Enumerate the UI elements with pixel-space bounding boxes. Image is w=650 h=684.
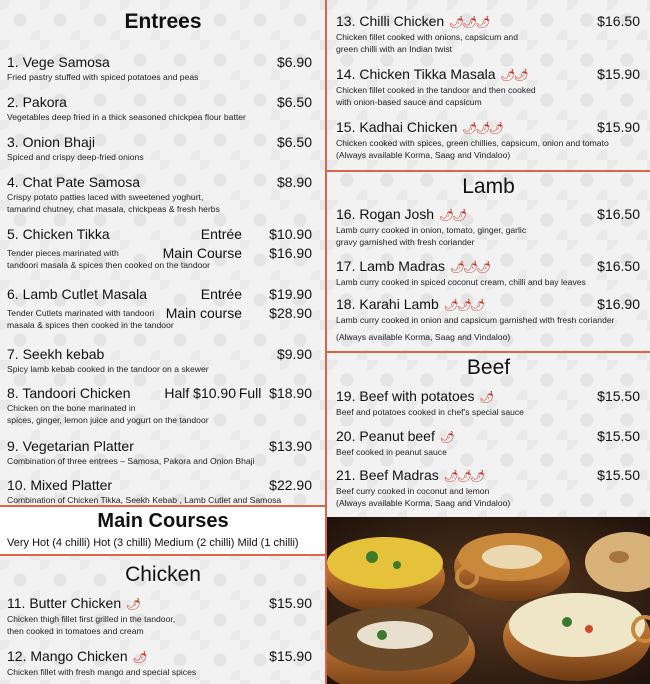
chilli-icon: 🌶🌶🌶 bbox=[449, 260, 490, 274]
item-desc: spices, ginger, lemon juice and yogurt on the tandoor bbox=[7, 415, 209, 425]
item-desc: Chicken fillet with fresh mango and special spices bbox=[7, 667, 197, 677]
menu-item bbox=[7, 134, 312, 163]
heat-legend: Very Hot (4 chilli) Hot (3 chilli) Medium (2 chilli) Mild (1 chilli) bbox=[7, 537, 299, 549]
item-desc: Chicken cooked with spices, green chillies, capsicum, onion and tomato bbox=[336, 138, 609, 148]
main-course-price: $16.90 bbox=[269, 245, 312, 261]
item-desc: Beef and potatoes cooked in chef's special sauce bbox=[336, 407, 524, 417]
item-title: 5. Chicken Tikka bbox=[7, 226, 110, 242]
item-title-row bbox=[336, 206, 640, 224]
item-desc: (Always available Korma, Saag and Vindaloo) bbox=[336, 332, 511, 342]
item-desc: Chicken fillet cooked with onions, capsicum and bbox=[336, 32, 518, 42]
item-title-row bbox=[336, 388, 640, 406]
menu-item bbox=[336, 13, 640, 55]
item-price: $15.50 bbox=[597, 467, 640, 483]
half-price: Half $10.90 bbox=[164, 385, 236, 401]
item-price: $15.90 bbox=[597, 119, 640, 135]
item-desc: (Always available Korma, Saag and Vindaloo) bbox=[336, 498, 511, 508]
item-title-row bbox=[336, 66, 640, 84]
chilli-icon: 🌶🌶 bbox=[439, 208, 466, 222]
item-title-row bbox=[7, 595, 312, 613]
item-title: 9. Vegetarian Platter bbox=[7, 438, 134, 454]
item-desc: Spicy lamb kebab cooked in the tandoor on a skewer bbox=[7, 364, 209, 374]
item-title-row bbox=[7, 648, 312, 666]
item-desc: Fried pastry stuffed with spiced potatoes and peas bbox=[7, 72, 199, 82]
menu-item bbox=[7, 346, 312, 375]
item-desc: Chicken fillet cooked in the tandoor and then cooked bbox=[336, 85, 536, 95]
item-price: $22.90 bbox=[269, 477, 312, 493]
menu-item bbox=[336, 258, 640, 288]
item-title-row bbox=[336, 428, 640, 446]
chilli-icon: 🌶🌶 bbox=[500, 68, 527, 82]
item-title-row bbox=[336, 258, 640, 276]
item-price: $9.90 bbox=[276, 346, 312, 362]
item-title-row bbox=[336, 296, 640, 314]
item-price: $6.90 bbox=[276, 54, 312, 70]
menu-item bbox=[7, 385, 312, 426]
lamb-heading: Lamb bbox=[462, 175, 515, 198]
item-title: 19. Beef with potatoes bbox=[336, 388, 475, 404]
main-course-label: Main Course bbox=[162, 245, 242, 261]
chilli-icon: 🌶 bbox=[439, 430, 454, 444]
item-title-row bbox=[336, 13, 640, 31]
menu-item bbox=[7, 286, 312, 336]
item-desc: Chicken thigh fillet first grilled in the tandoor, bbox=[7, 614, 176, 624]
food-photo bbox=[327, 517, 650, 684]
item-desc: Chicken on the bone marinated in bbox=[7, 403, 136, 413]
menu-item bbox=[336, 428, 640, 458]
section-divider bbox=[327, 351, 650, 353]
item-title: 13. Chilli Chicken bbox=[336, 13, 445, 29]
item-price: $6.50 bbox=[276, 134, 312, 150]
section-divider bbox=[0, 554, 326, 556]
item-price: $15.90 bbox=[269, 595, 312, 611]
menu-item bbox=[7, 174, 312, 215]
item-title: 14. Chicken Tikka Masala bbox=[336, 66, 496, 82]
chilli-icon: 🌶🌶🌶 bbox=[443, 298, 484, 312]
item-title: 12. Mango Chicken bbox=[7, 648, 128, 664]
item-desc: Lamb curry cooked in onion, tomato, ginger, garlic bbox=[336, 225, 527, 235]
menu-item bbox=[336, 296, 640, 343]
full-price: Full $18.90 bbox=[238, 385, 312, 401]
item-desc: Crispy potato patties laced with sweetened yoghurt, bbox=[7, 192, 204, 202]
item-price: $16.50 bbox=[597, 206, 640, 222]
item-title: 3. Onion Bhaji bbox=[7, 134, 95, 150]
item-desc: gravy garnished with fresh coriander bbox=[336, 237, 475, 247]
menu-item bbox=[336, 206, 640, 248]
item-price: $8.90 bbox=[276, 174, 312, 190]
item-desc: Spiced and crispy deep-fried onions bbox=[7, 152, 144, 162]
item-title: 18. Karahi Lamb bbox=[336, 296, 439, 312]
item-price: $6.50 bbox=[276, 94, 312, 110]
menu-item bbox=[7, 648, 312, 678]
menu-item bbox=[7, 438, 312, 467]
item-desc: Beef cooked in peanut sauce bbox=[336, 447, 447, 457]
entree-price: $19.90 bbox=[269, 286, 312, 302]
main-courses-heading: Main Courses bbox=[97, 510, 229, 532]
main-course-price: $28.90 bbox=[269, 305, 312, 321]
item-price: $13.90 bbox=[269, 438, 312, 454]
menu-item bbox=[336, 66, 640, 108]
item-title: 16. Rogan Josh bbox=[336, 206, 435, 222]
item-desc: tamarind chutney, chat masala, chickpeas & fresh herbs bbox=[7, 204, 220, 214]
item-desc: Combination of three entrees – Samosa, Pakora and Onion Bhaji bbox=[7, 456, 255, 466]
item-desc: Tender Cutlets marinated with tandoori bbox=[7, 308, 155, 318]
curry-bowls-image bbox=[327, 517, 650, 684]
beef-heading: Beef bbox=[466, 356, 511, 379]
item-title: 1. Vege Samosa bbox=[7, 54, 110, 70]
item-price: $15.90 bbox=[597, 66, 640, 82]
entree-label: Entrée bbox=[200, 226, 242, 242]
item-price: $15.50 bbox=[597, 388, 640, 404]
item-title: 6. Lamb Cutlet Masala bbox=[7, 286, 148, 302]
item-desc: Beef curry cooked in coconut and lemon bbox=[336, 486, 490, 496]
item-title-row bbox=[336, 119, 640, 137]
chilli-icon: 🌶 bbox=[126, 597, 140, 611]
entree-label: Entrée bbox=[200, 286, 242, 302]
menu-item bbox=[7, 595, 312, 637]
menu-item bbox=[336, 388, 640, 418]
item-title: 10. Mixed Platter bbox=[7, 477, 113, 493]
menu-item bbox=[7, 226, 312, 276]
item-title: 7. Seekh kebab bbox=[7, 346, 105, 362]
item-title: 17. Lamb Madras bbox=[336, 258, 445, 274]
item-desc: green chilli with an Indian twist bbox=[336, 44, 453, 54]
item-desc: tandoori masala & spices then cooked on the tandoor bbox=[7, 260, 211, 270]
chilli-icon: 🌶 bbox=[132, 650, 146, 664]
entree-price: $10.90 bbox=[269, 226, 312, 242]
item-desc: Vegetables deep fried in a thick seasoned chickpea flour batter bbox=[7, 112, 246, 122]
main-course-label: Main course bbox=[165, 305, 242, 321]
item-desc: then cooked in tomatoes and cream bbox=[7, 626, 144, 636]
item-price: $15.50 bbox=[597, 428, 640, 444]
item-desc: masala & spices then cooked in the tandoor bbox=[7, 320, 174, 330]
item-title: 4. Chat Pate Samosa bbox=[7, 174, 141, 190]
item-title: 11. Butter Chicken bbox=[7, 595, 122, 611]
menu-item bbox=[7, 54, 312, 83]
chilli-icon: 🌶🌶🌶 bbox=[462, 121, 503, 135]
item-title: 8. Tandoori Chicken bbox=[7, 385, 131, 401]
item-price: $16.50 bbox=[597, 258, 640, 274]
main-courses-band bbox=[0, 507, 326, 554]
item-desc: Lamb curry cooked in onion and capsicum garnished with fresh coriander bbox=[336, 315, 615, 325]
item-desc: with onion-based sauce and capsicum bbox=[336, 97, 482, 107]
item-desc: Tender pieces marinated with bbox=[7, 248, 119, 258]
section-divider bbox=[327, 170, 650, 172]
item-desc: Lamb curry cooked in spiced coconut cream, chilli and bay leaves bbox=[336, 277, 586, 287]
menu-item bbox=[7, 477, 312, 506]
item-title: 20. Peanut beef bbox=[336, 428, 435, 444]
item-price: $16.90 bbox=[597, 296, 640, 312]
chilli-icon: 🌶🌶🌶 bbox=[443, 469, 484, 483]
item-desc: (Always available Korma, Saag and Vindaloo) bbox=[336, 150, 511, 160]
chilli-icon: 🌶 bbox=[479, 390, 493, 404]
menu-item bbox=[7, 94, 312, 123]
item-price: $16.50 bbox=[597, 13, 640, 29]
chicken-heading: Chicken bbox=[125, 563, 201, 586]
item-title: 21. Beef Madras bbox=[336, 467, 439, 483]
chilli-icon: 🌶🌶🌶 bbox=[449, 15, 489, 29]
menu-item bbox=[336, 119, 640, 161]
item-title: 2. Pakora bbox=[7, 94, 67, 110]
entrees-heading: Entrees bbox=[124, 10, 202, 33]
item-desc: Combination of Chicken Tikka, Seekh Kebab , Lamb Cutlet and Samosa bbox=[7, 495, 282, 505]
item-title-row bbox=[336, 467, 640, 485]
item-price: $15.90 bbox=[269, 648, 312, 664]
menu-item bbox=[336, 467, 640, 509]
item-title: 15. Kadhai Chicken bbox=[336, 119, 458, 135]
